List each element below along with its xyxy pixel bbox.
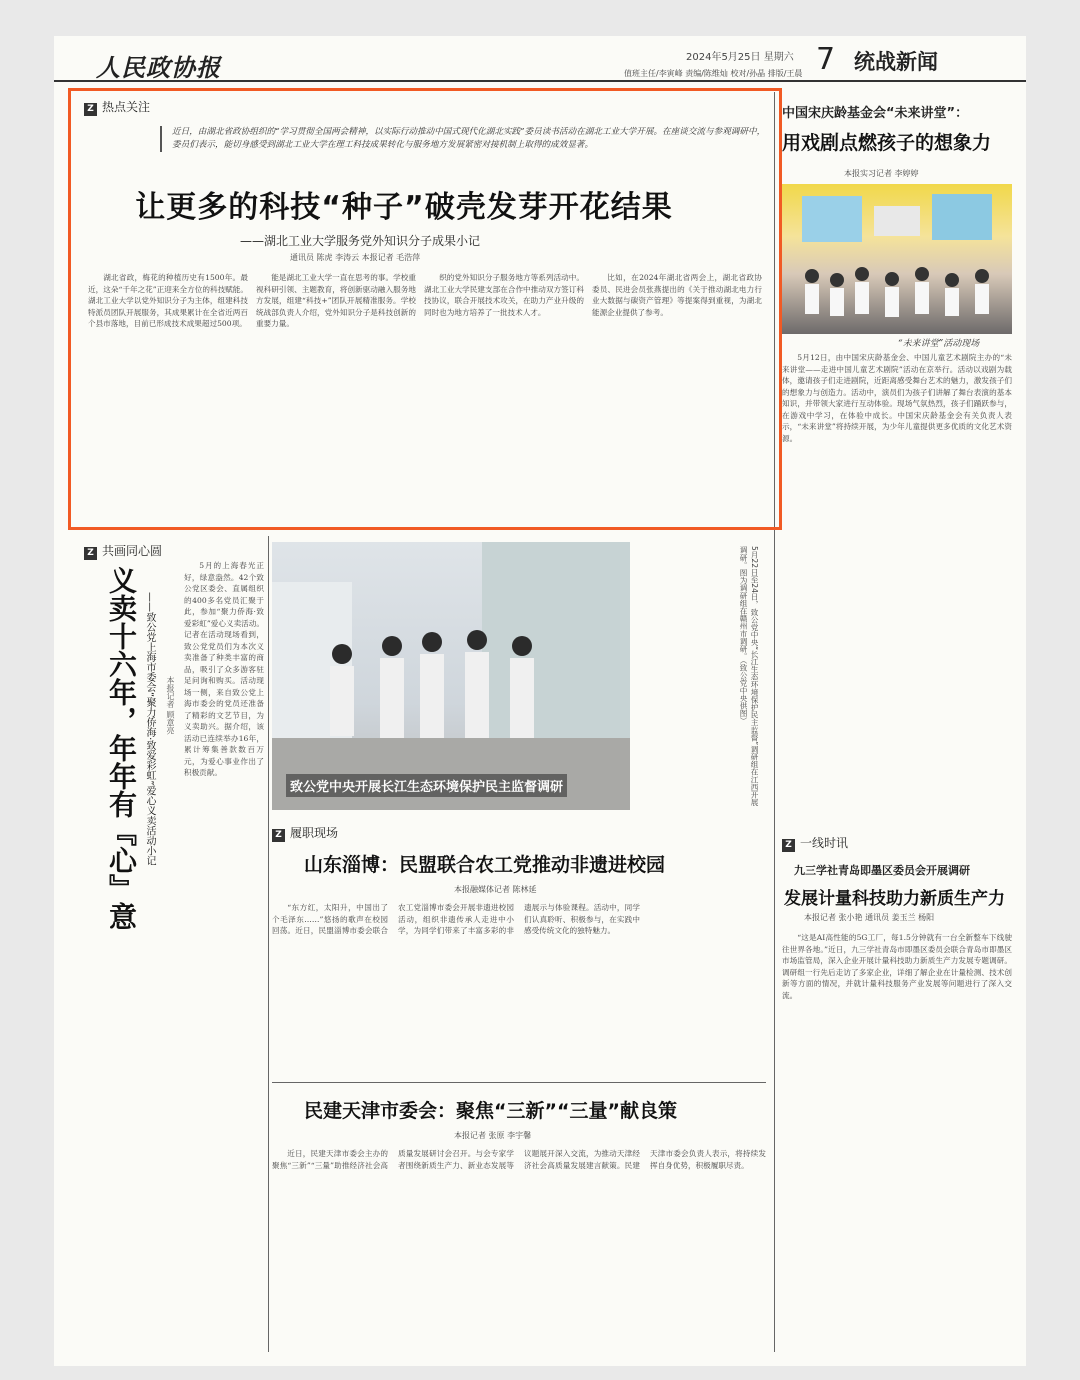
kids-article-body: 5月12日，由中国宋庆龄基金会、中国儿童艺术剧院主办的“未来讲堂——走进中国儿童艺术剧院”活动在京举行。活动以戏剧为载体，邀请孩子们走进剧院，近距离感受舞台艺术的魅力，激发孩子们的想象力与创造力。活动中，演员们为孩子们讲解了舞台表演的基本知识，并带领大家进行互动体验。现场气氛热烈，孩子们踊跃参与，在游戏中学习，在体验中成长。中国宋庆龄基金会有关负责人表示，“未来讲堂”将持续开展，为少年儿童提供更多优质的文化艺术资源。 (782, 353, 1012, 443)
issue-meta (686, 50, 811, 65)
tag-label: 履职现场 (290, 826, 339, 840)
tianjin-headline: 民建天津市委会：聚焦“三新”“三量”献良策 (304, 1100, 677, 1122)
newspaper-logo: 人民政协报 (96, 53, 221, 82)
shandong-article-body: “东方红，太阳升，中国出了个毛泽东……”悠扬的歌声在校园回荡。近日，民盟淄博市委会联合农工党淄博市委会开展非遗进校园活动，组织非遗传承人走进中小学，为同学们带来了丰富多彩的非遗展示与体验课程。活动中，同学们认真聆听、积极参与，在实践中感受传统文化的独特魅力。 (272, 903, 640, 935)
section-name: 统战新闻 (854, 50, 938, 74)
kids-photo (782, 184, 1012, 334)
headline-subtitle: ——湖北工业大学服务党外知识分子成果小记 (240, 234, 481, 248)
tag-mark-icon: Z (272, 829, 285, 842)
editor-credits: 值班主任/李寅峰 责编/陈维灿 校对/孙晶 排版/王晨 (624, 69, 803, 78)
yiyuan-headline: 义卖十六年，年年有『心』意 (105, 566, 138, 930)
article-column: 织的党外知识分子服务地方等系列活动中。湖北工业大学民建支部在合作中推动双方签订科技协议，联合开展技术攻关，在助力产业升级的同时也为地方培养了一批技术人才。 (424, 273, 584, 317)
yiyuan-subtitle: ——致公党上海市委会“聚力侨海·致爱彩虹”爱心义卖活动小记 (144, 592, 155, 866)
kids-byline: 本报实习记者 李婷婷 (844, 169, 919, 178)
tag-mark-icon: Z (84, 547, 97, 560)
article-byline: 通讯员 陈虎 李涛云 本报记者 毛浩萍 (290, 253, 421, 262)
article-column: 湖北省政，梅花的种植历史有1500年。最近，这朵“千年之花”正迎来全方位的科技赋能。湖北工业大学以党外知识分子为主体，组建科技特派员团队开展服务，其成果累计在全省近两百个县市落地，目前已形成技术成果超过500项。 (88, 273, 248, 328)
photo-side-text: 5月22日至24日，致公党中央“长江生态环境保护民主监督”调研组在江西开展调研。图为调研组在赣州市调研。（致公党中央供图） (739, 546, 759, 807)
column-divider (268, 536, 269, 1352)
kids-headline: 用戏剧点燃孩子的想象力 (782, 132, 992, 154)
row-divider (272, 1082, 766, 1083)
tianjin-article-body: 近日，民建天津市委会主办的聚焦“三新”“三量”助推经济社会高质量发展研讨会召开。与会专家学者围绕新质生产力、新业态发展等议题展开深入交流，为推动天津经济社会高质量发展建言献策。民建天津市委会负责人表示，将持续发挥自身优势，积极履职尽责。 (272, 1149, 766, 1170)
article-lead: 近日，由湖北省政协组织的“学习贯彻全国两会精神，以实际行动推动中国式现代化湖北实践”委员读书活动在湖北工业大学开展。在座谈交流与参观调研中，委员们表示，能切身感受到湖北工业大学在理工科技成果转化与服务地方发展紧密对接机制上取得的成效显著。 (160, 126, 766, 152)
kids-kicker: 中国宋庆龄基金会“未来讲堂”： (782, 106, 969, 121)
article-column: 能是湖北工业大学一直在思考的事。学校重视科研引领、主题教育，将创新驱动融入服务地方发展，组建“科技+”团队开展精准服务。学校统战部负责人介绍，党外知识分子是科技创新的重要力量。 (256, 273, 416, 328)
tag-label: 共画同心圆 (102, 544, 163, 558)
tag-label: 一线时讯 (800, 836, 849, 850)
tag-mark-icon: Z (84, 103, 97, 116)
center-photo-scene (272, 542, 630, 810)
section-tag-lvzhi (272, 824, 338, 842)
kids-photo-caption: “未来讲堂”活动现场 (898, 339, 980, 349)
tianjin-byline: 本报记者 张原 李宇馨 (454, 1131, 532, 1140)
section-tag-yixian (782, 834, 848, 852)
qingdao-headline: 发展计量科技助力新质生产力 (784, 889, 1005, 909)
tag-mark-icon: Z (782, 839, 795, 852)
kids-photo-scene (782, 184, 1012, 334)
qingdao-kicker: 九三学社青岛即墨区委员会开展调研 (794, 864, 970, 877)
article-column: 比如，在2024年湖北省两会上，湖北省政协委员、民进会员张燕提出的《关于推动湖北电力行业大数据与碳资产管理》等提案得到重视，为湖北能源企业提供了参考。 (592, 273, 762, 317)
highlight-box (68, 88, 782, 530)
qingdao-article-body: “这是AI高性能的5G工厂，每1.5分钟就有一台全新整车下线驶往世界各地。”近日，九三学社青岛市即墨区委员会联合青岛市即墨区市场监管局，深入企业开展计量科技助力新质生产力发展专题调研。调研组一行先后走访了多家企业，详细了解企业在计量检测、技术创新等方面的情况，并就计量科技服务产业发展等问题进行了深入交流。 (782, 933, 1012, 1000)
shandong-byline: 本报融媒体记者 陈林延 (454, 885, 537, 894)
yiyuan-article-body: 5月的上海春光正好，绿意盎然。42个致公党区委会、直属组织的400多名党员汇聚于此，参加“聚力侨海·致爱彩虹”爱心义卖活动。记者在活动现场看到，致公党党员们为本次义卖准备了种类丰富的商品，吸引了众多游客驻足问询和购买。活动现场一侧，来自致公党上海市委会的党员还准备了精彩的文艺节目，为义卖助兴。据介绍，该活动已连续举办16年，累计筹集善款数百万元，为爱心事业作出了积极贡献。 (184, 561, 264, 777)
yiyuan-byline: 本报记者 顾意亮 (166, 676, 175, 735)
issue-date: 2024年5月25日 星期六 (686, 52, 794, 63)
qingdao-byline: 本报记者 张小艳 通讯员 姜玉兰 杨阳 (804, 913, 935, 922)
page-number: 7 (816, 42, 836, 77)
tag-label: 热点关注 (102, 100, 151, 114)
shandong-headline: 山东淄博：民盟联合农工党推动非遗进校园 (304, 854, 666, 876)
center-photo (272, 542, 630, 810)
section-tag-tongxin (84, 542, 162, 560)
center-photo-caption: 致公党中央开展长江生态环境保护民主监督调研 (286, 774, 567, 797)
masthead (54, 36, 1026, 82)
headline-main: 让更多的科技“种子”破壳发芽开花结果 (135, 190, 673, 225)
